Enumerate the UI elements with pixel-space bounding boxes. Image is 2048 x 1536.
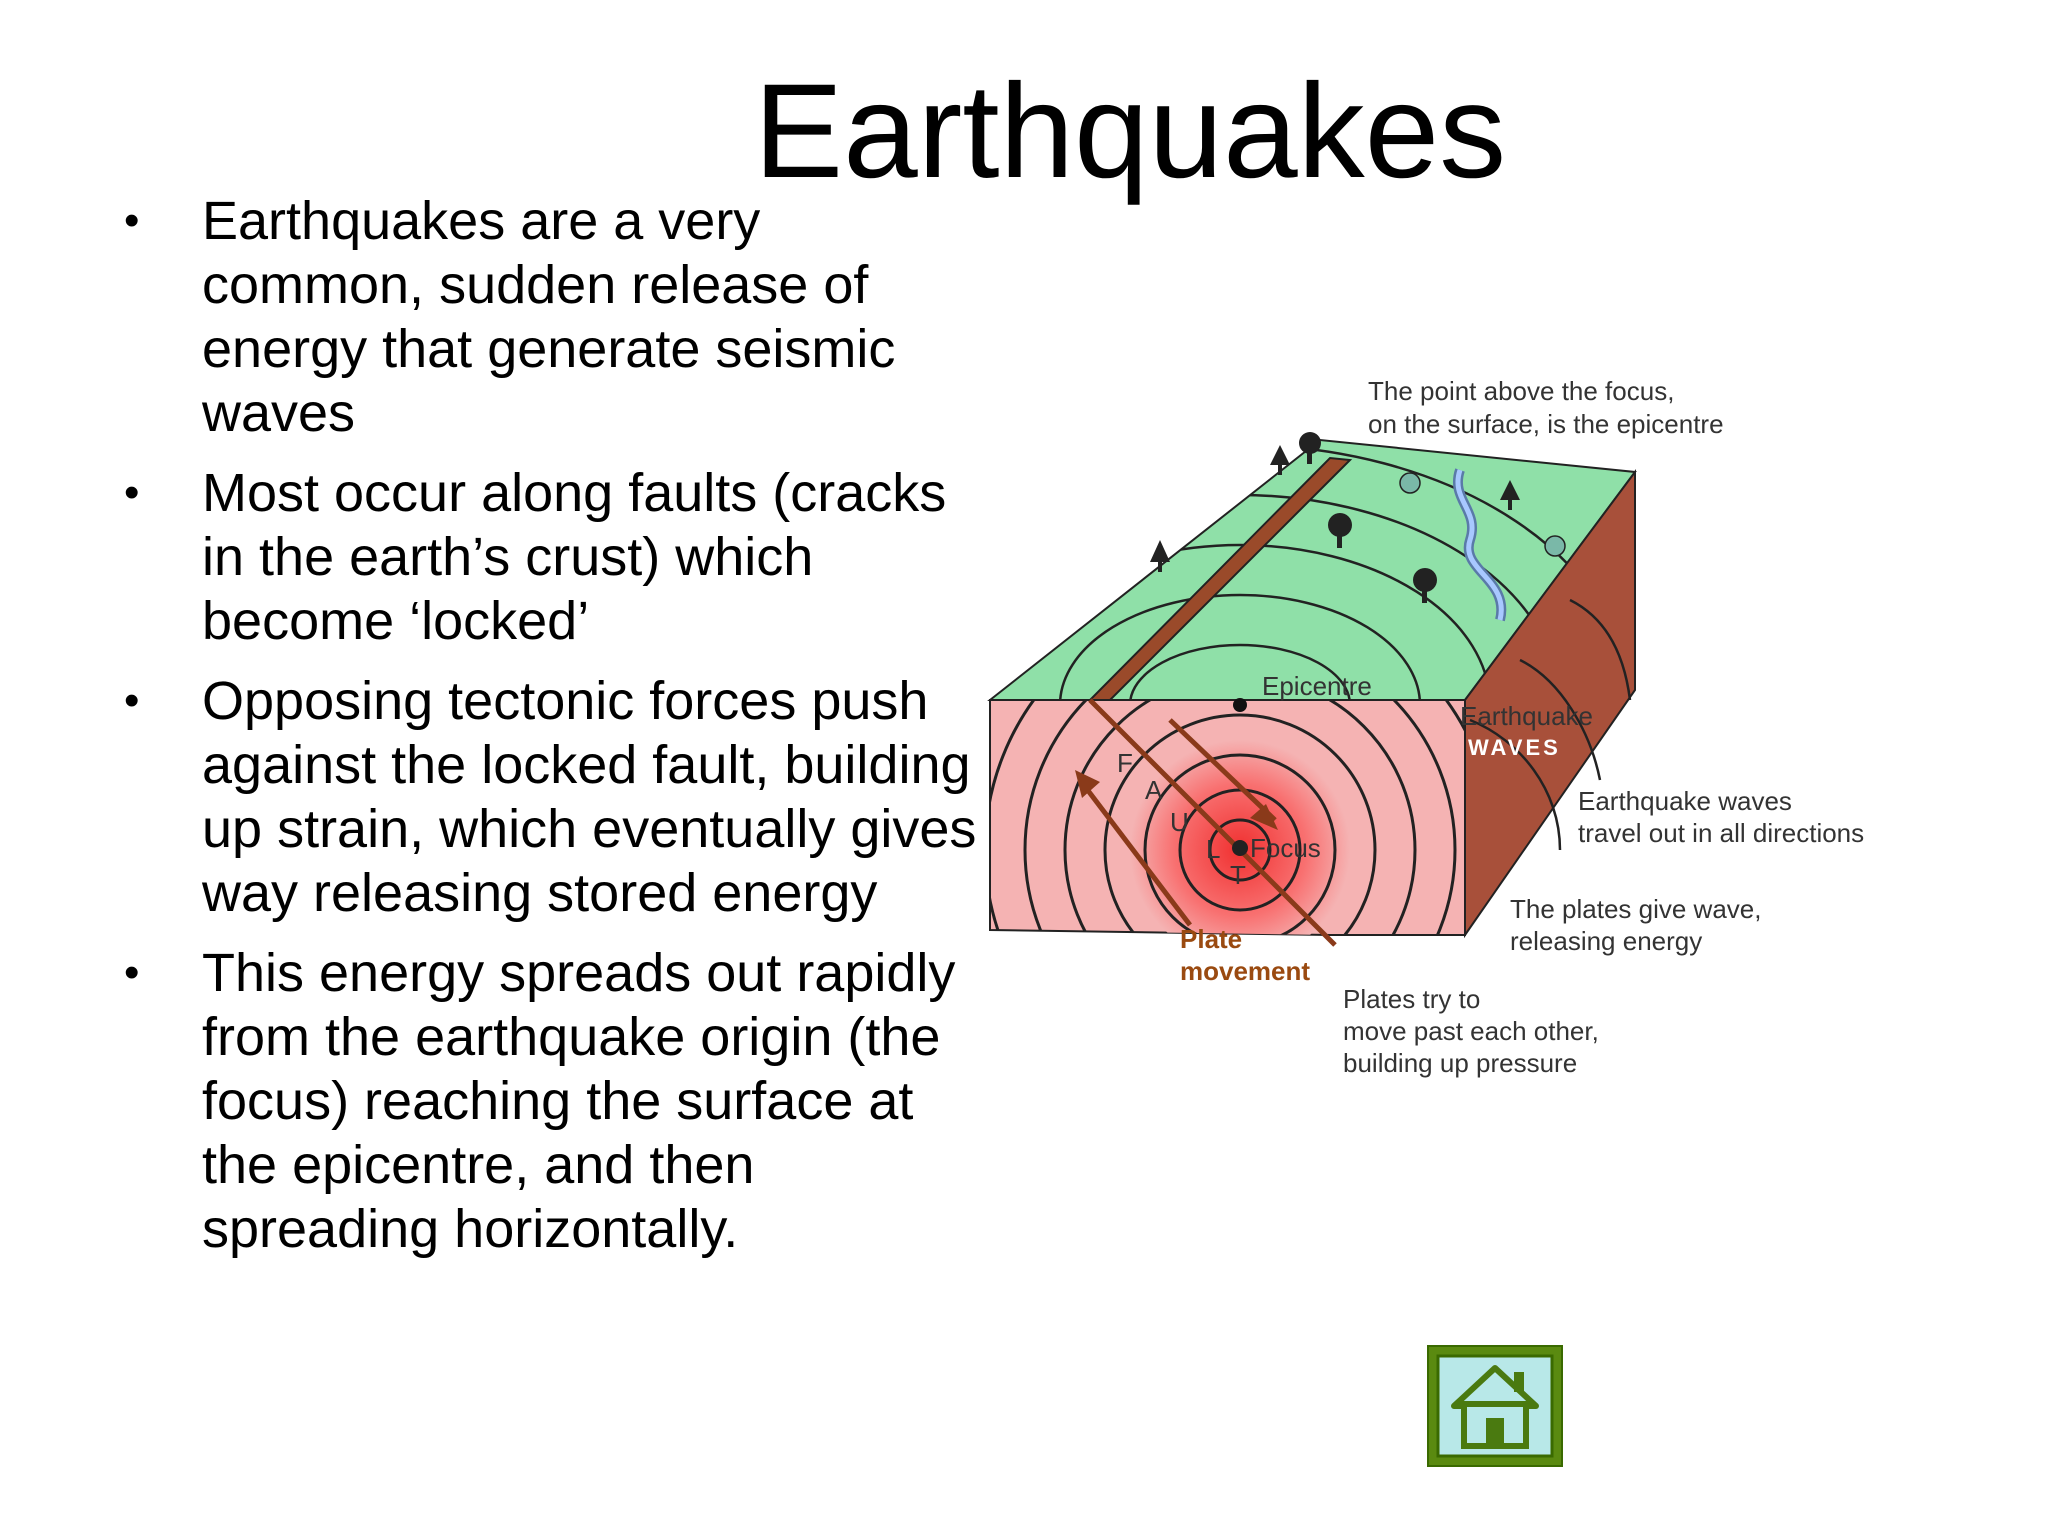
slide-title: Earthquakes bbox=[753, 57, 1507, 206]
label-plates-try-3: building up pressure bbox=[1343, 1048, 1578, 1078]
label-plates-try-2: move past each other, bbox=[1343, 1016, 1599, 1046]
label-plate-movement-2: movement bbox=[1180, 956, 1311, 986]
bullet-item: • Earthquakes are a very common, sudden release of energy that generate seismic waves bbox=[124, 191, 896, 443]
label-plate-movement-1: Plate bbox=[1180, 924, 1243, 954]
label-fault-t: T bbox=[1230, 860, 1246, 890]
label-plates-try-1: Plates try to bbox=[1343, 984, 1481, 1014]
label-fault-f: F bbox=[1117, 748, 1133, 778]
label-fault-u: U bbox=[1170, 807, 1189, 837]
epicentre-dot bbox=[1233, 698, 1247, 712]
label-focus: Focus bbox=[1250, 833, 1321, 863]
label-plates-give-1: The plates give wave, bbox=[1510, 894, 1762, 924]
home-button[interactable] bbox=[1424, 1342, 1566, 1470]
focus-dot bbox=[1232, 840, 1248, 856]
label-point-above-2: on the surface, is the epicentre bbox=[1368, 409, 1724, 439]
home-icon bbox=[1424, 1342, 1566, 1470]
label-waves-travel-1: Earthquake waves bbox=[1578, 786, 1792, 816]
label-waves-travel-2: travel out in all directions bbox=[1578, 818, 1865, 848]
bullet-item: • Opposing tectonic forces push against the locked fault, building up strain, which eventually gives way releasing stored energy bbox=[124, 671, 977, 923]
label-point-above-1: The point above the focus, bbox=[1368, 376, 1675, 406]
label-waves: WAVES bbox=[1468, 735, 1561, 760]
bullet-item: • Most occur along faults (cracks in the earth’s crust) which become ‘locked’ bbox=[124, 463, 947, 651]
label-earthquake: Earthquake bbox=[1460, 701, 1593, 731]
bullet-item: • This energy spreads out rapidly from the earthquake origin (the focus) reaching the surface at the epicentre, and then spreading horizontally. bbox=[124, 943, 956, 1259]
label-plates-give-2: releasing energy bbox=[1510, 926, 1703, 956]
label-epicentre: Epicentre bbox=[1262, 671, 1372, 701]
label-fault-l: L bbox=[1206, 834, 1221, 864]
label-fault-a: A bbox=[1145, 775, 1163, 805]
